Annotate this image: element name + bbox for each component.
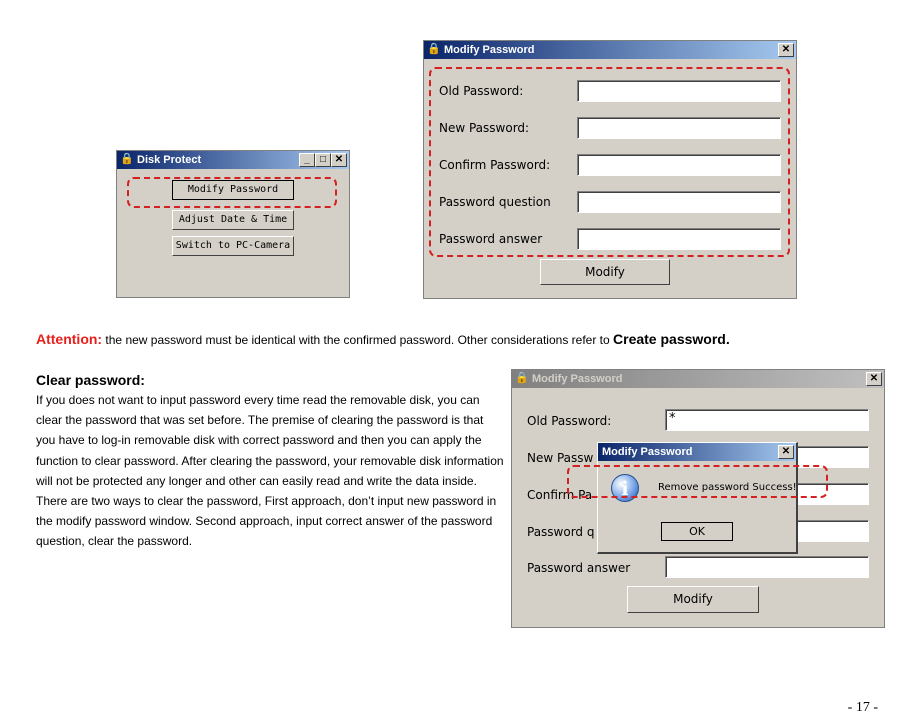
modify-password-titlebar[interactable]: [424, 41, 796, 59]
modify-password-title-2: Modify Password: [532, 373, 623, 385]
password-question-label: Password q: [527, 525, 595, 539]
password-answer-input[interactable]: [665, 556, 869, 578]
close-button[interactable]: ✕: [778, 445, 794, 459]
ok-button[interactable]: OK: [661, 522, 733, 541]
minimize-button[interactable]: _: [299, 153, 315, 167]
close-button[interactable]: ✕: [331, 153, 347, 167]
old-password-input[interactable]: *: [665, 409, 869, 431]
password-answer-label: Password answer: [527, 561, 631, 575]
highlight-password-fields: [429, 67, 790, 257]
maximize-button[interactable]: □: [315, 153, 331, 167]
clear-password-heading: Clear password:: [36, 372, 145, 388]
close-button[interactable]: ✕: [866, 372, 882, 386]
highlight-modify-password-button: [127, 177, 337, 208]
modify-button[interactable]: Modify: [627, 586, 759, 613]
modify-button[interactable]: Modify: [540, 259, 670, 285]
close-button[interactable]: ✕: [778, 43, 794, 57]
confirm-password-label: Confirm Pa: [527, 488, 593, 502]
attention-note: [36, 331, 730, 347]
lock-icon: 🔒: [515, 372, 529, 384]
disk-protect-titlebar[interactable]: [117, 151, 349, 169]
modify-password-button[interactable]: Modify Password: [172, 180, 294, 200]
message-box-titlebar[interactable]: [598, 443, 796, 461]
lock-icon: 🔒: [120, 153, 134, 165]
switch-pc-camera-button[interactable]: Switch to PC-Camera: [172, 236, 294, 256]
info-icon: i: [611, 474, 639, 502]
modify-password-title: Modify Password: [444, 44, 535, 56]
new-password-label: New Passw: [527, 451, 594, 465]
attention-label: Attention:: [36, 331, 103, 347]
adjust-date-time-button[interactable]: Adjust Date & Time: [172, 210, 294, 230]
page-number: - 17 -: [847, 700, 878, 715]
message-box: [597, 442, 798, 554]
disk-protect-title: Disk Protect: [137, 154, 202, 166]
old-password-label: Old Password:: [439, 84, 524, 98]
disk-protect-window: [116, 150, 350, 298]
modify-password-titlebar-2[interactable]: [512, 370, 884, 388]
lock-icon: 🔒: [427, 43, 441, 55]
attention-text: the new password must be identical with the confirmed password. Other considerations refer to: [102, 333, 614, 347]
create-password-reference: Create password.: [613, 331, 730, 347]
confirm-password-label: Confirm Password:: [439, 158, 551, 172]
password-question-label: Password question: [439, 195, 551, 209]
password-answer-label: Password answer: [439, 232, 543, 246]
success-message: Remove password Success!: [658, 482, 797, 493]
old-password-label: Old Password:: [527, 414, 612, 428]
clear-password-body: If you does not want to input password every time read the removable disk, you can clear the password that was set before. The premise of clearing the password is that you have to log-in removable disk with correct password and then you can apply the function to clear password. After clearing the password, your removable disk information will not be protected any longer and other can easily read and write the data inside. There are two ways to clear the password, First approach, don’t input new password in the modify password window. Second approach, input correct answer of the password question, clear the password.: [36, 393, 504, 549]
highlight-success-message: [567, 465, 828, 498]
new-password-label: New Password:: [439, 121, 530, 135]
message-box-title: Modify Password: [602, 446, 693, 458]
